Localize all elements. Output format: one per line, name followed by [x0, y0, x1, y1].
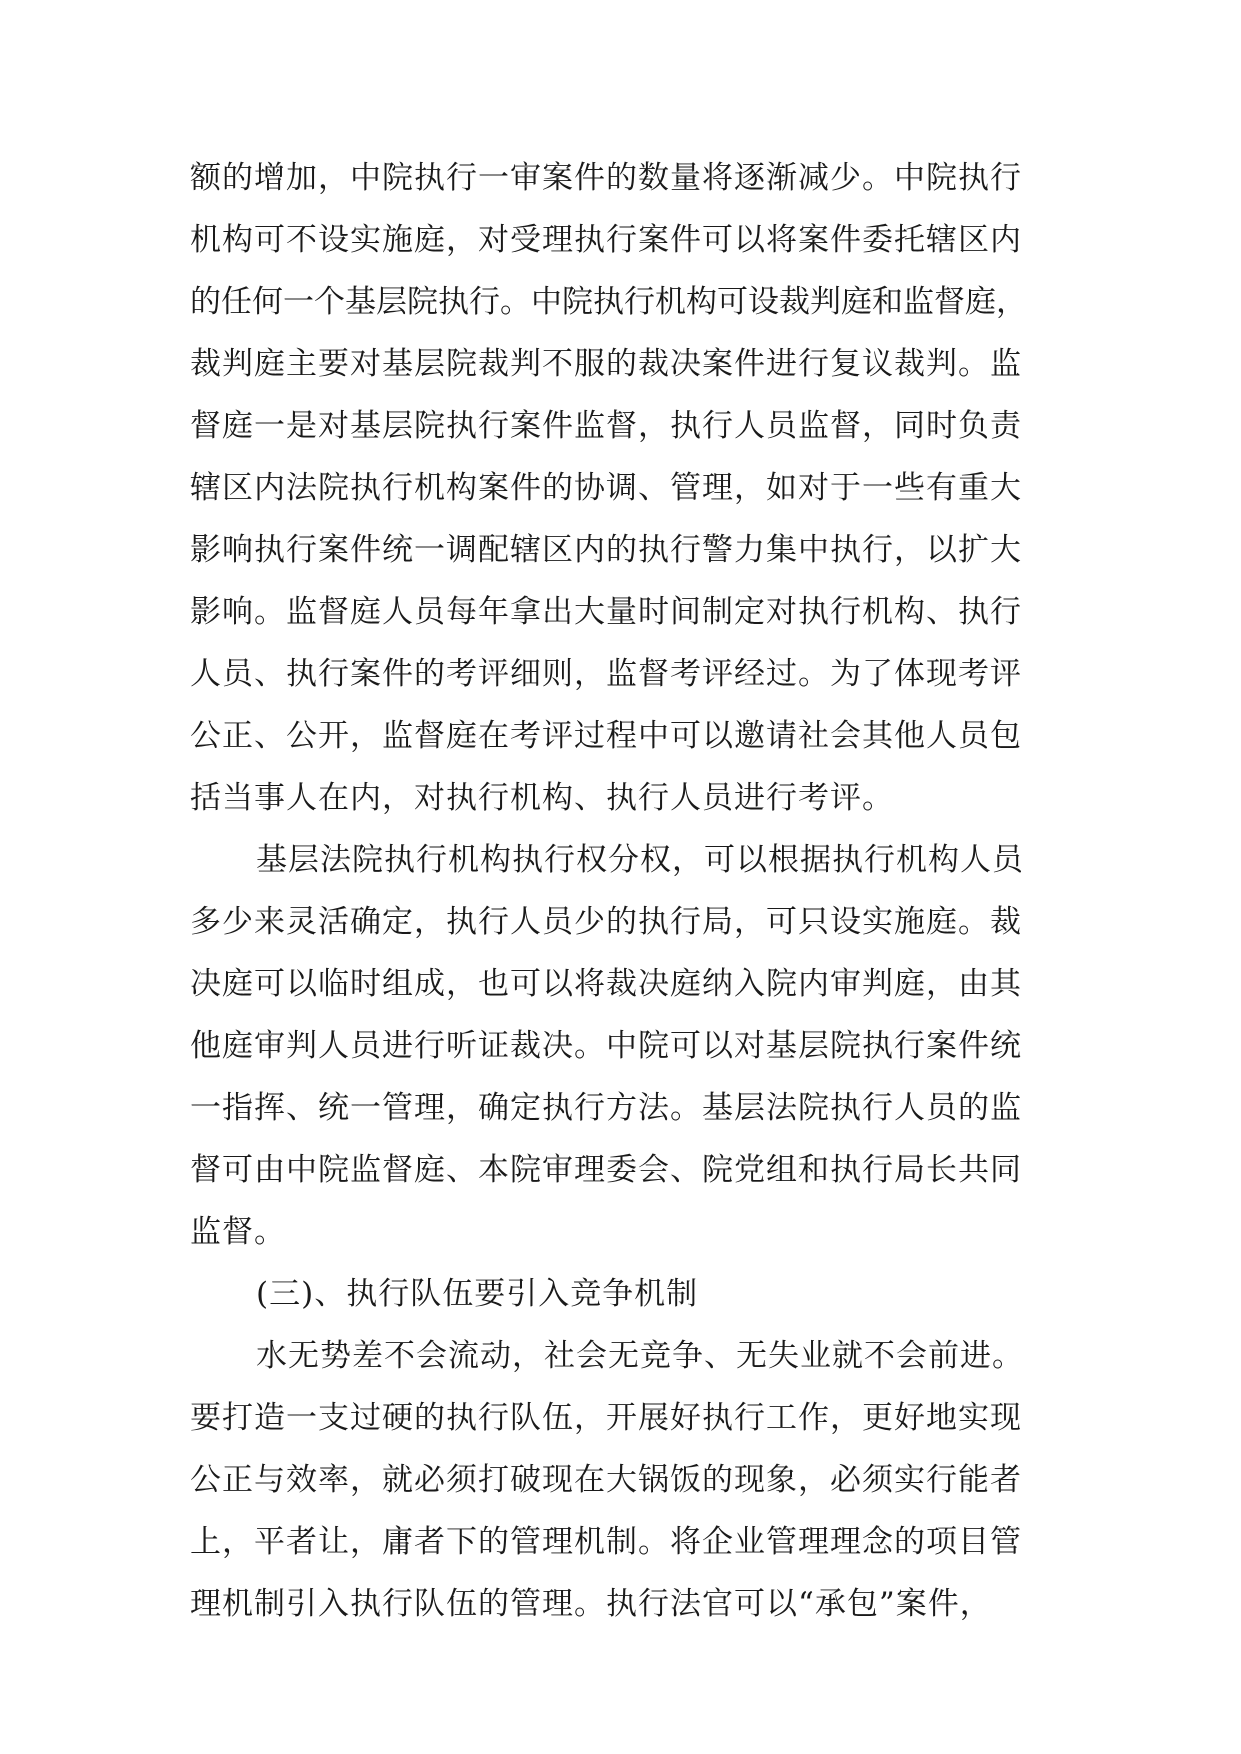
text-line: 多少来灵活确定，执行人员少的执行局，可只设实施庭。裁 [190, 904, 1022, 940]
text-line: 辖区内法院执行机构案件的协调、管理，如对于一些有重大 [190, 470, 1022, 506]
text-line: 公正、公开，监督庭在考评过程中可以邀请社会其他人员包 [190, 718, 1022, 754]
text-line: 监督。 [190, 1214, 286, 1250]
text-line: 裁判庭主要对基层院裁判不服的裁决案件进行复议裁判。监 [190, 346, 1022, 382]
paragraph-first-line: 水无势差不会流动，社会无竞争、无失业就不会前进。 [256, 1338, 1024, 1374]
text-line: 括当事人在内，对执行机构、执行人员进行考评。 [190, 780, 894, 816]
text-line: 的任何一个基层院执行。中院执行机构可设裁判庭和监督庭， [190, 284, 1027, 320]
text-line: 决庭可以临时组成，也可以将裁决庭纳入院内审判庭，由其 [190, 966, 1022, 1002]
text-line: 人员、执行案件的考评细则，监督考评经过。为了体现考评 [190, 656, 1022, 692]
text-line: 督可由中院监督庭、本院审理委会、院党组和执行局长共同 [190, 1152, 1022, 1188]
text-line: 他庭审判人员进行听证裁决。中院可以对基层院执行案件统 [190, 1028, 1022, 1064]
paragraph-first-line: 基层法院执行机构执行权分权，可以根据执行机构人员 [256, 842, 1024, 878]
text-line: 影响执行案件统一调配辖区内的执行警力集中执行，以扩大 [190, 532, 1022, 568]
text-line: 理机制引入执行队伍的管理。执行法官可以“承包”案件， [190, 1586, 992, 1622]
text-line: 上，平者让，庸者下的管理机制。将企业管理理念的项目管 [190, 1524, 1022, 1560]
text-line: 影响。监督庭人员每年拿出大量时间制定对执行机构、执行 [190, 594, 1022, 630]
text-line: 一指挥、统一管理，确定执行方法。基层法院执行人员的监 [190, 1090, 1022, 1126]
text-line: 要打造一支过硬的执行队伍，开展好执行工作，更好地实现 [190, 1400, 1022, 1436]
text-line: 额的增加，中院执行一审案件的数量将逐渐减少。中院执行 [190, 160, 1022, 196]
text-line: 公正与效率，就必须打破现在大锅饭的现象，必须实行能者 [190, 1462, 1022, 1498]
text-line: 督庭一是对基层院执行案件监督，执行人员监督，同时负责 [190, 408, 1022, 444]
section-heading: (三)、执行队伍要引入竞争机制 [256, 1276, 699, 1312]
text-line: 机构可不设实施庭，对受理执行案件可以将案件委托辖区内 [190, 222, 1022, 258]
